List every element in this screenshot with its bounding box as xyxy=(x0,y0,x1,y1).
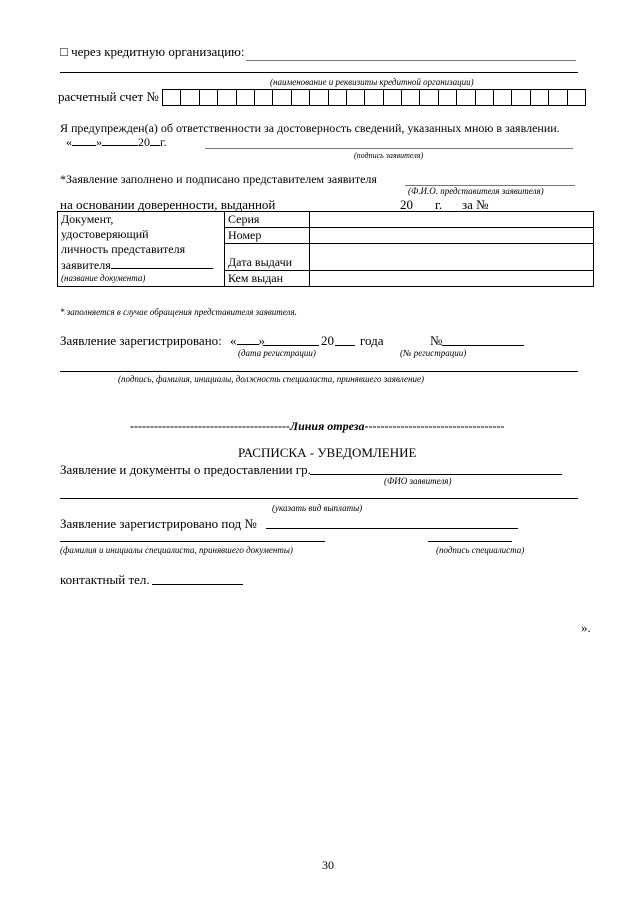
issued-by-value-cell[interactable] xyxy=(310,271,594,287)
reg-open-quote: « xyxy=(230,333,237,348)
reg-signature-caption: (подпись, фамилия, инициалы, должность специалиста, принявшего заявление) xyxy=(118,374,424,384)
applicant-signature-field[interactable] xyxy=(205,148,573,149)
proxy-label: на основании доверенности, выданной xyxy=(60,197,276,212)
account-label: расчетный счет № xyxy=(58,89,159,104)
applicant-fio-field[interactable] xyxy=(310,474,562,475)
issue-date-value-cell[interactable] xyxy=(310,244,594,271)
reg-month-field[interactable] xyxy=(263,345,319,346)
date-year: 20 xyxy=(138,135,150,149)
receipt-reg-number-field[interactable] xyxy=(266,528,518,529)
issued-by-label-cell: Кем выдан xyxy=(225,271,310,287)
registered-date xyxy=(230,333,265,349)
document-name-field[interactable] xyxy=(111,257,213,269)
account-digit-cell[interactable] xyxy=(493,89,512,106)
contact-label: контактный тел. xyxy=(60,572,150,587)
account-digit-cell[interactable] xyxy=(254,89,273,106)
account-number-cells[interactable] xyxy=(162,89,586,106)
representative-name-caption: (Ф.И.О. представителя заявителя) xyxy=(408,186,544,196)
cut-line-label: Линия отреза xyxy=(289,419,365,433)
document-name-caption: (название документа) xyxy=(61,273,146,283)
registered-label: Заявление зарегистрировано: xyxy=(60,333,222,348)
account-digit-cell[interactable] xyxy=(438,89,457,106)
account-digit-cell[interactable] xyxy=(309,89,328,106)
account-digit-cell[interactable] xyxy=(162,89,181,106)
payment-kind-caption: (указать вид выплаты) xyxy=(272,503,363,513)
reg-number-caption: (№ регистрации) xyxy=(400,348,467,358)
receipt-reg-label: Заявление зарегистрировано под № xyxy=(60,516,257,531)
applicant-fio-caption: (ФИО заявителя) xyxy=(384,476,452,486)
receipt-line1: Заявление и документы о предоставлении гр. xyxy=(60,462,311,477)
proxy-year: 20 xyxy=(400,197,413,212)
account-digit-cell[interactable] xyxy=(456,89,475,106)
proxy-g: г. xyxy=(435,197,443,212)
account-digit-cell[interactable] xyxy=(236,89,255,106)
document-label-line: личность представителя xyxy=(61,242,186,256)
account-digit-cell[interactable] xyxy=(291,89,310,106)
reg-number-field[interactable] xyxy=(442,345,524,346)
account-digit-cell[interactable] xyxy=(475,89,494,106)
credit-org-field[interactable] xyxy=(246,60,576,61)
warning-date xyxy=(66,135,167,150)
cut-line-right: ----------------------------------- xyxy=(364,419,505,433)
specialist-signature-caption: (подпись специалиста) xyxy=(436,545,525,555)
date-close-quote: » xyxy=(96,135,102,149)
account-digit-cell[interactable] xyxy=(401,89,420,106)
reg-year-field[interactable] xyxy=(335,345,355,346)
payment-kind-field[interactable] xyxy=(60,498,578,499)
account-digit-cell[interactable] xyxy=(567,89,586,106)
cut-line xyxy=(130,419,504,434)
account-digit-cell[interactable] xyxy=(217,89,236,106)
account-digit-cell[interactable] xyxy=(346,89,365,106)
number-label-cell: Номер xyxy=(225,228,310,244)
reg-date-caption: (дата регистрации) xyxy=(238,348,316,358)
account-digit-cell[interactable] xyxy=(530,89,549,106)
reg-goda: года xyxy=(360,333,384,348)
date-year-suffix: г. xyxy=(160,135,167,149)
reg-close-quote: » xyxy=(258,333,265,348)
document-label-cell xyxy=(58,212,225,287)
account-digit-cell[interactable] xyxy=(548,89,567,106)
reg-day-field[interactable] xyxy=(237,344,259,345)
date-open-quote: « xyxy=(66,135,72,149)
issue-date-label-cell: Дата выдачи xyxy=(225,244,310,271)
credit-org-caption: (наименование и реквизиты кредитной организации) xyxy=(270,77,474,87)
account-digit-cell[interactable] xyxy=(383,89,402,106)
proxy-number-label: за № xyxy=(462,197,489,212)
page-number: 30 xyxy=(322,858,334,872)
footnote: * заполняется в случае обращения представителя заявителя. xyxy=(60,307,297,317)
warning-text: Я предупрежден(а) об ответственности за достоверность сведений, указанных мною в заявлении. xyxy=(60,121,560,135)
account-digit-cell[interactable] xyxy=(419,89,438,106)
reg-year: 20 xyxy=(321,333,334,348)
document-label-line: Документ, xyxy=(61,212,114,226)
account-digit-cell[interactable] xyxy=(272,89,291,106)
representative-text: *Заявление заполнено и подписано представителем заявителя xyxy=(60,172,377,186)
document-label-line: заявителя xyxy=(61,257,221,273)
cut-line-left: ---------------------------------------- xyxy=(130,419,290,433)
applicant-signature-caption: (подпись заявителя) xyxy=(354,151,424,160)
contact-phone-field[interactable] xyxy=(152,584,243,585)
account-digit-cell[interactable] xyxy=(180,89,199,106)
specialist-name-caption: (фамилия и инициалы специалиста, принявшего документы) xyxy=(60,545,293,555)
credit-org-label: через кредитную организацию: xyxy=(71,44,245,59)
checkbox-icon[interactable]: □ xyxy=(60,44,68,59)
account-digit-cell[interactable] xyxy=(364,89,383,106)
specialist-name-field[interactable] xyxy=(60,541,325,542)
document-label-line: удостоверяющий xyxy=(61,227,149,241)
closing-quote: ». xyxy=(581,620,591,635)
account-digit-cell[interactable] xyxy=(199,89,218,106)
representative-document-table xyxy=(57,211,594,287)
reg-number-label: № xyxy=(430,333,443,348)
series-value-cell[interactable] xyxy=(310,212,594,228)
reg-signature-line[interactable] xyxy=(60,371,578,372)
account-digit-cell[interactable] xyxy=(328,89,347,106)
credit-org-line xyxy=(60,72,578,73)
account-digit-cell[interactable] xyxy=(511,89,530,106)
series-label-cell: Серия xyxy=(225,212,310,228)
receipt-title: РАСПИСКА - УВЕДОМЛЕНИЕ xyxy=(238,445,417,460)
specialist-signature-field[interactable] xyxy=(428,541,512,542)
number-value-cell[interactable] xyxy=(310,228,594,244)
